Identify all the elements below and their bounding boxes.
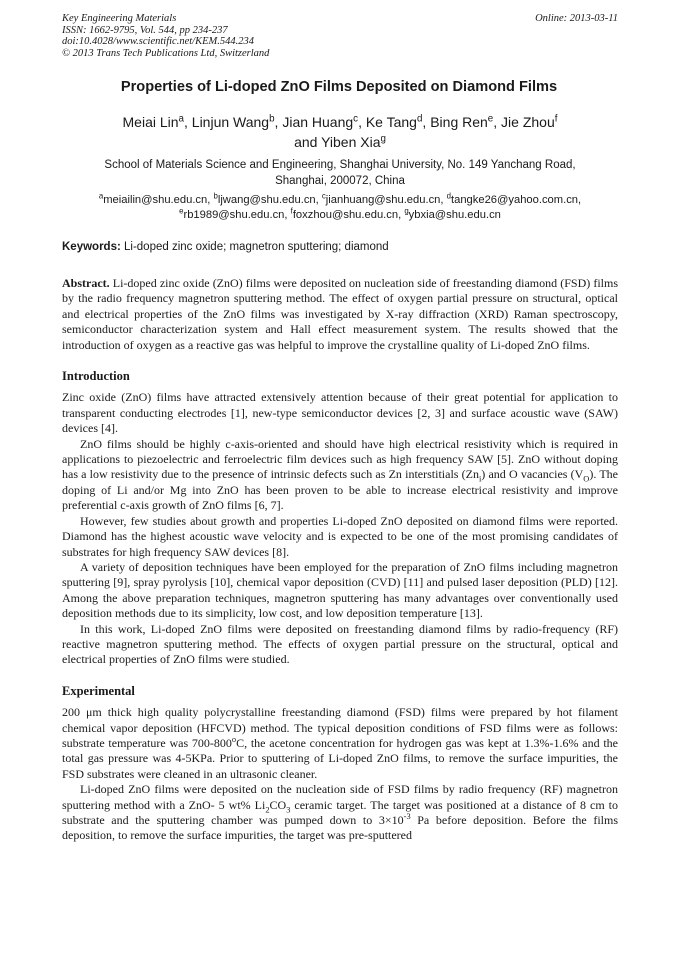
email[interactable]: $^c$jianhuang@shu.edu.cn: [321, 191, 441, 206]
email[interactable]: $^d$tangke26@yahoo.com.cn: [446, 191, 579, 206]
author: Bing Ren$^e$: [430, 113, 494, 130]
journal-name: Key Engineering Materials: [62, 13, 177, 24]
section-heading-introduction: Introduction: [62, 369, 130, 384]
paragraph: ZnO films should be highly c-axis-oriented and should have high electrical resistivity which is required in applications to piezoelectric and ferroelectric film devices such as high frequency SAW [5]. ZnO without doping has a low resistivity due to the presence of intrinsic defects such as Zn interstitials $(Zn_i)$ and O vacancies $(V_O)$. The doping of Li and/or Mg into ZnO has been proven to be able to increase electrical resistivity and improve preferential c-axis growth of ZnO films [6, 7].: [62, 436, 618, 513]
paper-body: [62, 276, 618, 844]
paragraph: A variety of deposition techniques have been employed for the preparation of ZnO films including magnetron sputtering [9], spray pyrolysis [10], chemical vapor deposition (CVD) [11] and pulsed laser deposition (PLD) [12]. Among the above preparation techniques, magnetron sputtering has many advantages over conventionally used deposition methods due to its simplicity, low cost, and low deposition temperature [13].: [62, 559, 618, 621]
email[interactable]: $^g$ybxia@shu.edu.cn: [404, 206, 501, 221]
abstract-label: Abstract.: [62, 276, 110, 290]
author: Meiai Lin$^a$: [122, 113, 184, 130]
author: Linjun Wang$^b$: [191, 113, 275, 130]
journal-doi: doi:10.4028/www.scientific.net/KEM.544.234: [62, 36, 254, 47]
email[interactable]: $^a$meiailin@shu.edu.cn: [98, 191, 208, 206]
author: Yiben Xia$^g$: [321, 133, 386, 150]
paragraph: In this work, Li-doped ZnO films were deposited on freestanding diamond films by radio-frequency (RF) reactive magnetron sputtering method. The effects of oxygen partial pressure on the structural, optical and electrical properties of ZnO films were studied.: [62, 621, 618, 667]
paragraph: 200 μm thick high quality polycrystalline freestanding diamond (FSD) films were prepared by hot filament chemical vapor deposition (HFCVD) method. The typical deposition conditions of FSD films were as follows: substrate temperature was 700-800$^o$C, the acetone concentration for hydrogen gas was kept at 1.3%-1.6% and the total gas pressure was 4-5KPa. Prior to sputtering of Li-doped ZnO films, to remove the surface impurities, the FSD substrates were cleaned in an ultrasonic cleaner.: [62, 705, 619, 781]
paragraph: However, few studies about growth and properties Li-doped ZnO deposited on diamond films were reported. Diamond has the highest acoustic wave velocity and is expected to be one of the most promising candidates of substrates for high frequency SAW devices [8].: [62, 513, 618, 559]
journal-header: [62, 13, 618, 59]
email[interactable]: $^f$foxzhou@shu.edu.cn: [290, 206, 399, 221]
author: Jie Zhou$^f$: [501, 113, 558, 130]
author: Jian Huang$^c$: [282, 113, 359, 130]
affiliation: School of Materials Science and Engineering, Shanghai University, No. 149 Yanchang Road, Shanghai, 200072, China: [104, 159, 576, 187]
author: Ke Tang$^d$: [365, 113, 423, 130]
keywords-label: Keywords:: [62, 241, 121, 253]
paragraph: Li-doped ZnO films were deposited on the nucleation side of FSD films by radio frequency (RF) magnetron sputtering method with a ZnO- 5 wt% $Li_2CO_3$ ceramic target. The target was positioned at a distance of 8 cm to substrate and the sputtering chamber was pumped down to $3\times 10^{-3}$ Pa before deposition. Before the films deposition, to remove the surface impurities, the target was pre-sputtered: [62, 782, 618, 843]
section-heading-experimental: Experimental: [62, 683, 135, 698]
email[interactable]: $^e$rb1989@shu.edu.cn: [179, 206, 285, 221]
abstract: Abstract. Li-doped zinc oxide (ZnO) films were deposited on nucleation side of freestanding diamond (FSD) films by the radio frequency magnetron sputtering method. The effect of oxygen partial pressure on structural, optical and electrical properties of the ZnO films was investigated by X-ray diffraction (XRD) Raman spectroscopy, semiconductor characterization system and Hall effect measurement system. The results showed that the introduction of oxygen as a reactive gas was helpful to improve the crystalline quality of Li-doped ZnO films.: [62, 276, 618, 352]
keywords-text: Li-doped zinc oxide; magnetron sputtering; diamond: [124, 241, 389, 253]
journal-issn: ISSN: 1662-9795, Vol. 544, pp 234-237: [62, 24, 228, 36]
journal-copyright: © 2013 Trans Tech Publications Ltd, Switzerland: [62, 47, 270, 59]
paper-title: Properties of Li-doped ZnO Films Deposited on Diamond Films: [120, 79, 558, 95]
email-list: $^a$meiailin@shu.edu.cn, $^b$ljwang@shu.edu.cn, $^c$jianhuang@shu.edu.cn, $^d$tangke26@yahoo.com.cn, $^e$rb1989@shu.edu.cn, $^f$foxzhou@shu.edu.cn, $^g$ybxia@shu.edu.cn: [98, 191, 582, 221]
paragraph: Zinc oxide (ZnO) films have attracted extensively attention because of their great potential for application to transparent conducting electrodes [1], new-type semiconductor devices [2, 3] and surface acoustic wave (SAW) devices [4].: [62, 390, 618, 436]
author-list: Meiai Lin$^a$, Linjun Wang$^b$, Jian Huang$^c$, Ke Tang$^d$, Bing Ren$^e$, Jie Zhou$^f$ and Yiben Xia$^g$: [122, 113, 558, 150]
email[interactable]: $^b$ljwang@shu.edu.cn: [213, 191, 316, 206]
online-date: Online: 2013-03-11: [535, 13, 618, 24]
keywords: [62, 241, 618, 253]
